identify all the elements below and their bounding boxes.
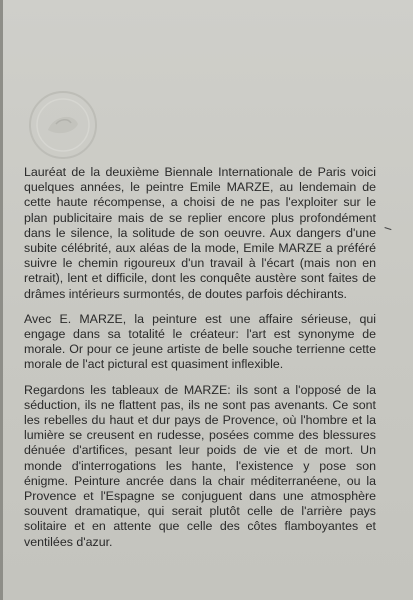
page-edge [0,0,3,600]
embossed-seal-icon [26,88,100,162]
paragraph-2: Avec E. MARZE, la peinture est une affaire sérieuse, qui engage dans sa totalité le créateur: l'art est synonyme de morale. Or pour ce jeune artiste de belle souche terrienne cette morale de l'act pictural est quasiment inflexible. [24,311,376,372]
margin-mark [384,227,392,233]
paragraph-1: Lauréat de la deuxième Biennale Internationale de Paris voici quelques années, le peintre Emile MARZE, au lendemain de cette haute récompense, a choisi de ne pas l'exploiter sur le plan publicitaire mais de se replier encore plus profondément dans le silence, la solitude de son oeuvre. Aux dangers d'une subite célébrité, aux aléas de la mode, Emile MARZE a préféré suivre le chemin rigoureux d'un travail à l'écart (mais non en retrait), lent et difficile, dont les conquête austère sont faites de drâmes intérieurs surmontés, de doutes parfois déchirants. [24,165,376,301]
paragraph-3: Regardons les tableaux de MARZE: ils sont a l'opposé de la séduction, ils ne flattent pas, ils ne sont pas avenants. Ce sont les rebelles du haut et dur pays de Provence, où l'hombre et la lumière se creusent en rudesse, posées comme des blessures dénuée d'artifices, pesant leur poids de vie et de mort. Un monde d'interrogations les hante, l'existence y pose son énigme. Peinture ancrée dans la chair méditerranéene, ou la Provence et l'Espagne se conjuguent dans une atmosphère souvent dramatique, qui serait plutôt celle de l'arrière pays solitaire et en attente que celle des côtes flamboyantes et ventilées d'azur. [24,382,376,549]
document-text [24,165,376,560]
